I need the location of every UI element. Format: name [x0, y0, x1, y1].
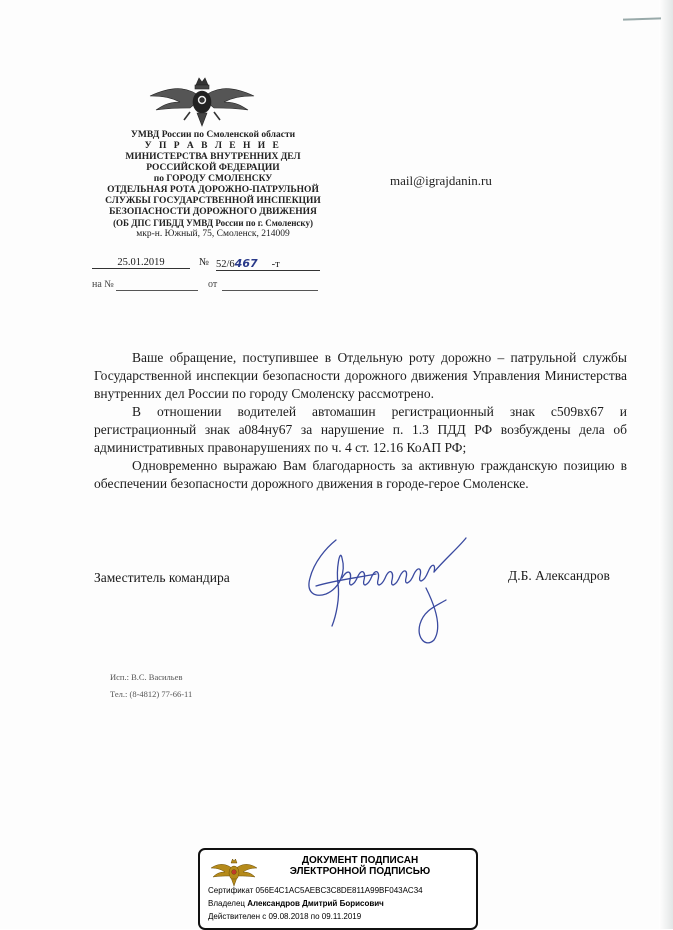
electronic-signature-stamp	[198, 848, 478, 930]
stamp-validity-label: Действителен	[208, 912, 261, 921]
scan-mark	[623, 17, 661, 20]
stamp-owner-value: Александров Дмитрий Борисович	[247, 899, 384, 908]
executor-name: Исп.: В.С. Васильев	[110, 672, 183, 682]
letter-body	[94, 349, 627, 493]
executor-info	[110, 669, 192, 703]
sender-line: СЛУЖБЫ ГОСУДАРСТВЕННОЙ ИНСПЕКЦИИ	[105, 196, 321, 206]
sender-line: по ГОРОДУ СМОЛЕНСКУ	[153, 174, 273, 184]
stamp-title-line: ДОКУМЕНТ ПОДПИСАН	[301, 855, 419, 866]
sender-line: (ОБ ДПС ГИБДД УМВД России по г. Смоленску)	[113, 218, 313, 228]
signer-title: Заместитель командира	[94, 570, 230, 585]
body-paragraph: Ваше обращение, поступившее в Отдельную роту дорожно – патрульной службы Государственной инспекции безопасности дорожного движения Управления Министерства внутренних дел России по городу Смоленску рассмотрено.	[94, 350, 627, 401]
sender-line: УМВД России по Смоленской области	[130, 130, 296, 140]
sender-address: мкр-н. Южный, 75, Смоленск, 214009	[136, 229, 290, 239]
registration-date: 25.01.2019	[92, 257, 190, 269]
registration-row	[92, 257, 322, 273]
sender-line: БЕЗОПАСНОСТИ ДОРОЖНОГО ДВИЖЕНИЯ	[109, 207, 317, 217]
reference-date-line	[222, 290, 318, 291]
stamp-validity-value: с 09.08.2018 по 09.11.2019	[262, 912, 362, 921]
stamp-certificate	[208, 886, 423, 896]
stamp-owner-label: Владелец	[208, 899, 246, 908]
reference-row	[92, 279, 322, 293]
sender-line: У П Р А В Л Е Н И Е	[144, 141, 282, 151]
scan-edge-shadow	[659, 0, 673, 929]
recipient-email: mail@igrajdanin.ru	[390, 173, 492, 188]
stamp-owner	[208, 899, 384, 909]
reference-date-label: от	[208, 279, 218, 290]
registration-number-prefix: 52/6	[216, 259, 235, 270]
registration-number-handwritten: 467	[234, 257, 258, 270]
registration-number	[216, 257, 320, 271]
registration-number-label: №	[199, 257, 210, 268]
signer-name: Д.Б. Александров	[508, 568, 610, 583]
stamp-title	[260, 855, 460, 877]
stamp-certificate-label: Сертификат	[208, 886, 254, 895]
registration-number-suffix: -т	[271, 259, 280, 270]
sender-line: МИНИСТЕРСТВА ВНУТРЕННИХ ДЕЛ	[125, 152, 301, 162]
reference-number-label: на №	[92, 279, 114, 290]
eagle-emblem-icon	[146, 68, 258, 130]
handwritten-signature	[296, 528, 476, 648]
body-paragraph: Одновременно выражаю Вам благодарность за активную гражданскую позицию в обеспечении безопасности дорожного движения в городе-герое Смоленске.	[94, 458, 627, 491]
sender-line: ОТДЕЛЬНАЯ РОТА ДОРОЖНО-ПАТРУЛЬНОЙ	[107, 185, 319, 195]
stamp-validity	[208, 912, 361, 922]
eagle-emblem-icon	[210, 854, 258, 888]
body-paragraph: В отношении водителей автомашин регистрационный знак с509вх67 и регистрационный знак а084ну67 за нарушение п. 1.3 ПДД РФ возбуждены дела об административных правонарушениях по ч. 4 ст. 12.16 КоАП РФ;	[94, 404, 627, 455]
stamp-certificate-value: 056E4C1AC5AEBC3C8DE811A99BF043AC34	[255, 886, 423, 895]
sender-block	[88, 130, 338, 240]
stamp-title-line: ЭЛЕКТРОННОЙ ПОДПИСЬЮ	[289, 866, 431, 877]
reference-number-line	[116, 290, 198, 291]
sender-line: РОССИЙСКОЙ ФЕДЕРАЦИИ	[146, 163, 280, 173]
executor-phone: Тел.: (8-4812) 77-66-11	[110, 689, 193, 699]
